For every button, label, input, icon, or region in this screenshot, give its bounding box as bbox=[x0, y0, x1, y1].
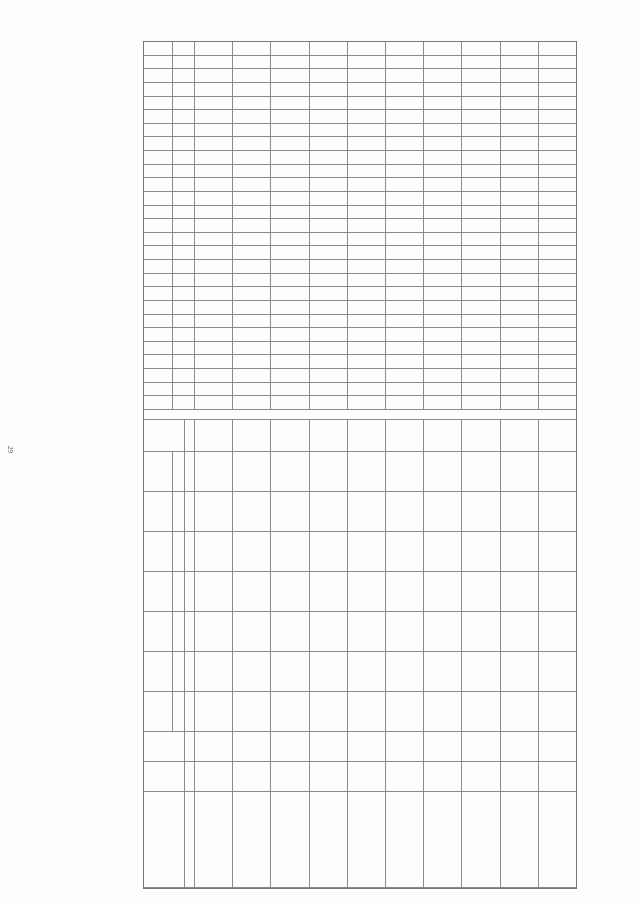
grid-hline bbox=[423, 420, 424, 888]
strip-col-line bbox=[144, 327, 576, 328]
grid-hline bbox=[309, 42, 310, 410]
strip-col-line bbox=[144, 341, 576, 342]
strip-col-line bbox=[144, 205, 576, 206]
strip-col-line bbox=[144, 191, 576, 192]
strip-col-line bbox=[144, 300, 576, 301]
strip-col-line bbox=[144, 164, 576, 165]
strip-col-line bbox=[144, 382, 576, 383]
grid-vline bbox=[144, 791, 576, 792]
strip-col-line bbox=[144, 68, 576, 69]
document-table bbox=[143, 41, 577, 889]
strip-col-line bbox=[144, 245, 576, 246]
strip-col-line bbox=[144, 354, 576, 355]
grid-vline bbox=[144, 731, 576, 732]
strip-col-line bbox=[144, 286, 576, 287]
row-name bbox=[425, 794, 459, 886]
strip-col-line bbox=[144, 273, 576, 274]
strip-col-line bbox=[144, 55, 576, 56]
grid-hline bbox=[172, 452, 173, 732]
grid-hline bbox=[538, 42, 539, 410]
strip-border bbox=[144, 409, 576, 410]
grid-hline bbox=[194, 420, 195, 888]
grid-hline bbox=[309, 420, 310, 888]
grid-hline bbox=[232, 42, 233, 410]
grid-hline bbox=[423, 42, 424, 410]
grid-vline bbox=[144, 761, 576, 762]
rotated-table-canvas bbox=[144, 42, 576, 888]
grid-vline bbox=[144, 491, 576, 492]
table-body bbox=[144, 42, 576, 888]
grid-vline bbox=[144, 571, 576, 572]
grid-vline bbox=[144, 611, 576, 612]
grid-hline bbox=[184, 420, 185, 888]
strip-col-line bbox=[144, 259, 576, 260]
grid-hline bbox=[270, 42, 271, 410]
row-name bbox=[311, 794, 345, 886]
row-name bbox=[387, 794, 421, 886]
row-name bbox=[463, 794, 497, 886]
grid-vline bbox=[144, 651, 576, 652]
strip-col-line bbox=[144, 109, 576, 110]
grid-hline bbox=[385, 420, 386, 888]
strip-col-line bbox=[144, 150, 576, 151]
row-name bbox=[349, 794, 383, 886]
grid-hline bbox=[538, 420, 539, 888]
grid-hline bbox=[461, 42, 462, 410]
grid-hline bbox=[270, 420, 271, 888]
page-number: 29 bbox=[6, 446, 14, 453]
grid-vline bbox=[144, 451, 576, 452]
strip-col-line bbox=[144, 96, 576, 97]
row-name bbox=[272, 794, 306, 886]
grid-hline bbox=[385, 42, 386, 410]
row-name bbox=[234, 794, 268, 886]
row-name bbox=[502, 794, 536, 886]
strip-col-line bbox=[144, 82, 576, 83]
grid-vline bbox=[144, 691, 576, 692]
strip-col-line bbox=[144, 123, 576, 124]
grid-vline bbox=[144, 531, 576, 532]
grid-hline bbox=[232, 420, 233, 888]
strip-col-line bbox=[144, 232, 576, 233]
grid-hline bbox=[500, 42, 501, 410]
strip-col-line bbox=[144, 314, 576, 315]
row-name bbox=[196, 794, 230, 886]
grid-hline bbox=[461, 420, 462, 888]
row-name bbox=[540, 794, 574, 886]
strip-col-line bbox=[144, 218, 576, 219]
grid-hline bbox=[347, 420, 348, 888]
grid-vline bbox=[144, 887, 576, 888]
grid-hline bbox=[500, 420, 501, 888]
grid-hline bbox=[347, 42, 348, 410]
grid-vline bbox=[144, 419, 576, 420]
strip-col-line bbox=[144, 136, 576, 137]
strip-col-line bbox=[144, 395, 576, 396]
strip-col-line bbox=[144, 368, 576, 369]
strip-col-line bbox=[144, 177, 576, 178]
header-program-name bbox=[146, 794, 182, 886]
